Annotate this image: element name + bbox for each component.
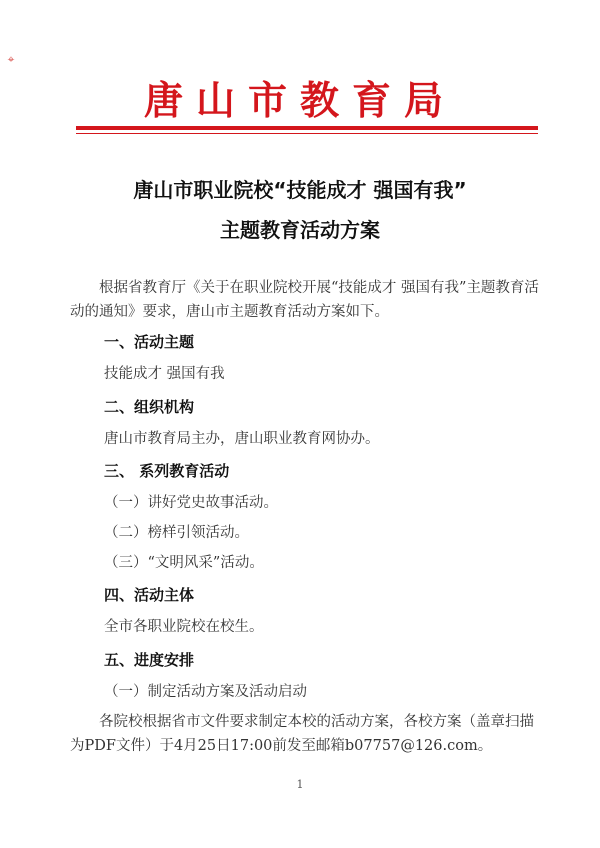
section-text-2: 唐山市教育局主办，唐山职业教育网协办。 xyxy=(104,431,380,447)
letterhead-title: 唐山市教育局 xyxy=(143,78,456,124)
letterhead-rule-thin xyxy=(76,133,538,134)
section-text-4: 全市各职业院校在校生。 xyxy=(104,619,264,635)
letterhead-rule-thick xyxy=(76,126,538,130)
section-heading-2: 二、组织机构 xyxy=(104,398,195,416)
section-3-item-3: （三）“文明风采”活动。 xyxy=(104,555,264,571)
page-number: 1 xyxy=(296,778,304,791)
intro-paragraph: 根据省教育厅《关于在职业院校开展“技能成才 强国有我”主题教育活动的通知》要求，唐山市主题教育活动方案如下。 xyxy=(70,280,539,320)
section-text-1: 技能成才 强国有我 xyxy=(104,366,225,382)
section-heading-5: 五、进度安排 xyxy=(104,651,195,669)
section-heading-4: 四、活动主体 xyxy=(104,586,195,604)
section-5-paragraph: 各院校根据省市文件要求制定本校的活动方案，各校方案（盖章扫描为PDF文件）于4月25日17:00前发至邮箱b07757@126.com。 xyxy=(70,714,534,754)
section-heading-3: 三、 系列教育活动 xyxy=(104,462,230,480)
section-heading-1: 一、活动主题 xyxy=(104,333,195,351)
document-title-line1: 唐山市职业院校“技能成才 强国有我” xyxy=(133,178,467,202)
section-3-item-1: （一）讲好党史故事活动。 xyxy=(104,495,278,511)
registration-mark-icon: ⌖ xyxy=(7,52,15,66)
section-5-item-1: （一）制定活动方案及活动启动 xyxy=(104,684,307,700)
section-3-item-2: （二）榜样引领活动。 xyxy=(104,525,249,541)
document-title-line2: 主题教育活动方案 xyxy=(220,218,380,242)
